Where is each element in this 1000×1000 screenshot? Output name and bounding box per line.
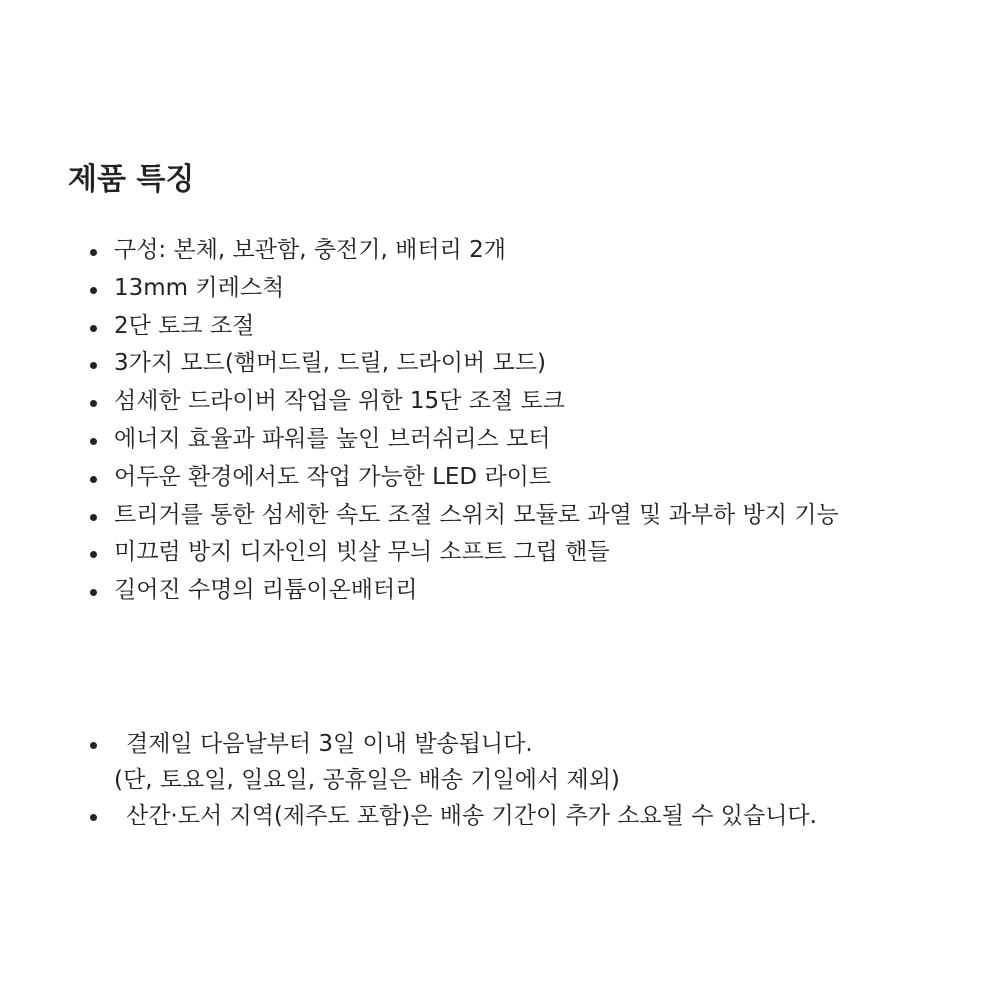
feature-item: 미끄럼 방지 디자인의 빗살 무늬 소프트 그립 핸들 [88, 534, 839, 572]
feature-item: 13mm 키레스척 [88, 270, 839, 308]
shipping-notice-subtext: (단, 토요일, 일요일, 공휴일은 배송 기일에서 제외) [114, 767, 620, 793]
feature-item: 길어진 수명의 리튬이온배터리 [88, 572, 839, 610]
shipping-notice-text: 결제일 다음날부터 3일 이내 발송됩니다. [126, 731, 533, 757]
shipping-notice-item [88, 798, 817, 834]
feature-item: 트리거를 통한 섬세한 속도 조절 스위치 모듈로 과열 및 과부하 방지 기능 [88, 497, 839, 535]
feature-list [88, 232, 839, 610]
feature-item: 에너지 효율과 파워를 높인 브러쉬리스 모터 [88, 421, 839, 459]
feature-item: 어두운 환경에서도 작업 가능한 LED 라이트 [88, 459, 839, 497]
shipping-notice-item [88, 726, 817, 798]
feature-item: 2단 토크 조절 [88, 308, 839, 346]
section-title: 제품 특징 [68, 162, 195, 197]
feature-item: 섬세한 드라이버 작업을 위한 15단 조절 토크 [88, 383, 839, 421]
shipping-notice-list [88, 726, 817, 834]
shipping-notice-text: 산간·도서 지역(제주도 포함)은 배송 기간이 추가 소요될 수 있습니다. [126, 803, 817, 829]
feature-item: 구성: 본체, 보관함, 충전기, 배터리 2개 [88, 232, 839, 270]
feature-item: 3가지 모드(햄머드릴, 드릴, 드라이버 모드) [88, 345, 839, 383]
